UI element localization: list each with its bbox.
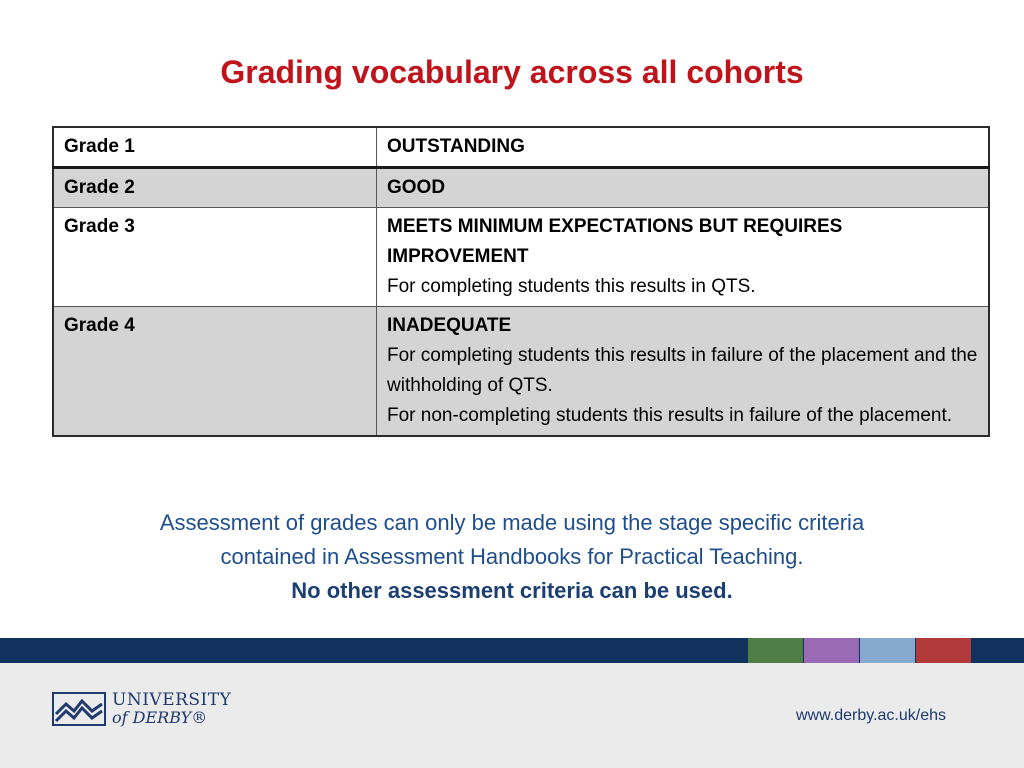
grade-detail: For completing students this results in QTS. xyxy=(387,276,756,297)
table-row xyxy=(53,307,989,437)
footer-color-bar xyxy=(0,638,1024,663)
grade-label: Grade 4 xyxy=(53,307,377,437)
table-row xyxy=(53,127,989,168)
grade-label: Grade 1 xyxy=(53,127,377,168)
bar-segment-purple xyxy=(804,638,859,663)
logo-line-1: UNIVERSITY xyxy=(112,690,232,710)
bar-spacer xyxy=(0,638,748,663)
grade-label: Grade 3 xyxy=(53,208,377,307)
grading-table xyxy=(52,126,990,437)
note-emphasis: No other assessment criteria can be used. xyxy=(291,578,733,603)
grade-heading: MEETS MINIMUM EXPECTATIONS BUT REQUIRES IMPROVEMENT xyxy=(387,216,843,267)
note-line-2: contained in Assessment Handbooks for Practical Teaching. xyxy=(220,544,804,569)
assessment-note xyxy=(0,506,1024,608)
grade-detail: For non-completing students this results in failure of the placement. xyxy=(387,405,953,426)
bar-segment-green xyxy=(748,638,803,663)
table-row xyxy=(53,208,989,307)
grade-description xyxy=(377,307,990,437)
grade-label: Grade 2 xyxy=(53,168,377,208)
website-link[interactable]: www.derby.ac.uk/ehs xyxy=(796,707,946,724)
grade-detail: For completing students this results in failure of the placement and the withholding of QTS. xyxy=(387,345,978,396)
logo-wordmark xyxy=(112,691,231,727)
university-logo xyxy=(52,691,231,727)
table-row xyxy=(53,168,989,208)
logo-line-2: of DERBY® xyxy=(112,708,208,727)
grade-heading: GOOD xyxy=(387,177,446,198)
grade-description xyxy=(377,168,990,208)
mountains-icon xyxy=(52,692,106,726)
footer xyxy=(0,663,1024,768)
grade-heading: OUTSTANDING xyxy=(387,136,525,157)
grade-description xyxy=(377,127,990,168)
bar-segment-red xyxy=(916,638,971,663)
slide-title: Grading vocabulary across all cohorts xyxy=(220,54,804,90)
bar-segment-blue xyxy=(860,638,915,663)
grade-heading: INADEQUATE xyxy=(387,315,512,336)
grade-description xyxy=(377,208,990,307)
note-line-1: Assessment of grades can only be made using the stage specific criteria xyxy=(159,510,865,535)
